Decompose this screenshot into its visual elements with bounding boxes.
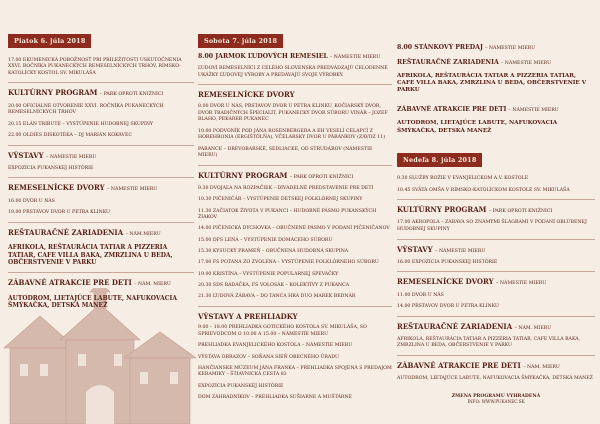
exhibition-item: HANČIANSKE MÚZEUM JÁNA FRANKA – PREHLIADKA SPOJENÁ S PREDAJOM KERAMIKY – ŠTIAVNICKÁ CESTA 83 — [198, 365, 392, 378]
section-kids-sat: ZÁBAVNÉ ATRAKCIE PRE DETI – NÁMESTIE MIERU — [397, 106, 559, 114]
program-item: 10.30 PIČENIČÁR – VYSTÚPENIE DETSKEJ FOLKLÓRNEJ SKUPINY — [198, 197, 363, 203]
program-item: 15.30 KYSUCKÝ PRAMEŇ – OBUČNENÁ HUDOBNÁ SKUPINA — [198, 248, 349, 254]
exhibition-item: VÝSTAVA OBRAZOV – SOŇANA SIEŇ OBECNÉHO ÚRADU — [198, 354, 339, 360]
craft-yards-10: 10.00 PODVONÍK POD JÁNA ROSENBERGERA A EH VESELÍ CELAPCÍ Z HOREHRONIA (ERGIŠTÔLŇA), VČELÁRSKY DVOR U PÁRÁNKOV (ZÁVOZ 11) — [198, 128, 386, 141]
info-url[interactable]: INFO: WWW.PUKANEC.SK — [467, 398, 525, 404]
restaurants-list: AFRIKOLA, REŠTAURÁCIA TATIAR A PIZZERIA TATIAR, CAFE VILLA BAKA, ZMRZLINA U BEDA, OBČERSTVENIE V PARKU — [8, 244, 173, 266]
section-exhibitions: VÝSTAVY – NÁMESTIE MIERU — [8, 150, 97, 160]
column-saturday-sunday — [397, 0, 595, 404]
column-saturday — [198, 0, 392, 406]
exhibition-item: 9.00 – 18.00 PREHLIADKA GOTICKÉHO KOSTOLA SV. MIKULÁŠA, SO SPRIEVODCOM O 10.00 A 15.00 – NÁMESTIE MIERU — [198, 325, 367, 337]
section-restaurants: REŠTAURAČNÉ ZARIADENIA – NÁM.MIERU — [8, 227, 161, 237]
program-item: 20.30 SDS RADAČKA, FS VOLOSÁK – KOLEKTÍVY Z PUKANCA — [198, 282, 350, 288]
program-item: 9.30 DVOJAĽA NA ROZPAČIEK – DIVADELNÉ PREDSTAVENIE PRE DETI — [198, 185, 374, 191]
event-fair: 8.00 JARMOK ĽUDOVÝCH REMESIEL – NÁMESTIE MIERU — [198, 53, 381, 60]
section-restaurants-sat: REŠTAURAČNÉ ZARIADENIA – NÁMESTIE MIERU — [397, 58, 552, 66]
exhibition-history-sun: 16.00 EXPOZÍCIA PUKANSKEJ HISTÓRIE — [397, 259, 498, 265]
craft-yards-parance: PÁRANCE – DREVOBARSKÉ, SEDLIACKE, OD STRUDÁROV (NÁMESTIE MIERU) — [198, 146, 373, 159]
section-exhibitions-sun: VÝSTAVY – NÁMESTIE MIERU — [397, 244, 486, 254]
program-change-note: ZMENA PROGRAMU VYHRADENÁ — [451, 393, 541, 399]
service-evangelical: 9.30 SLUŽBY BOŽIE V EVANJELICKOM A.V. KOSTOLE — [397, 176, 529, 182]
attractions-list: AUTODROM, LIETAJÚCE LABUTE, NAFUKOVACIA ŠMÝKAČKA, DETSKÁ MANEŽ — [8, 294, 177, 310]
section-kids-sun: ZÁBAVNÉ ATRAKCIE PRE DETI – NÁM. MIERU — [397, 361, 560, 371]
section-cultural-program: KULTÚRNY PROGRAM – PARK OPROTI KNIŽNICI — [8, 88, 164, 98]
program-akropola: 17.00 AKROPOLA – ZÁBAVA SO ZNÁMÝMI ŠLÁGRAMI V PODANÍ OBLÚBENEJ HUDOBNEJ SKUPINY — [397, 220, 587, 232]
section-craft-yards: REMESELNÍCKE DVORY – NÁMESTIE MIERU — [8, 183, 158, 193]
exhibition-history: EXPOZÍCIA PUKANSKEJ HISTÓRIE — [8, 165, 94, 171]
section-cultural-program-sat: KULTÚRNY PROGRAM – PARK OPROTI KNIŽNICI — [198, 170, 354, 180]
exhibition-item: PREHLIADKA EVANJELICKÉHO KOSTOLA – NÁMESTIE MIERU — [198, 343, 353, 349]
program-item: 21.30 ĽUDOVÁ ZÁBAVA – DO TANCA HRÁ DUO MAREK BEDNÁR — [198, 294, 356, 300]
section-kids-attractions: ZÁBAVNÉ ATRAKCIE PRE DETI – NÁM. MIERU — [8, 278, 171, 288]
program-item: 15.00 DFS LENA – VYSTÚPENIE DOMÁCEHO SÚBORU — [198, 237, 333, 243]
restaurants-list-sun: AFRIKOLA, REŠTAURÁCIA TATIAR A PIZZERIA TATIAR, CAFE VILLA BAKA, ZMRZLINA U BEDA, OBČERSTVENIE V PARKU — [397, 336, 581, 349]
program-item: 17.00 FS POTANA ZO ZVOLENA – VYSTÚPENIE FOLKLÓRNEHO SÚBORU — [198, 260, 379, 266]
attractions-list-sun: AUTODROM, LIETAJÚCE LABUTE, NAFUKOVACIA ŠMÝKAČKA, DETSKÁ MANEŽ — [397, 376, 593, 382]
program-item: 11.30 ZAČIATOK ŽIVOTA V PUKANCI – HUDOBNÉ PÁSMO PUKANSKÝCH ŽIAKOV — [198, 208, 377, 221]
exhibition-item: DOM ZÁHRADNÍKOV – PREHLIADKA SUŠIARNE A MUŠTÁRNE — [198, 394, 352, 400]
craft-yard-sun-2: 14.00 PŔSTAVOV DVOR U PETRA KLINKU — [397, 304, 500, 310]
section-craft-yards-sat: REMESELNÍCKE DVORY — [198, 90, 295, 100]
program-item: 19.00 KRISTÍNA – VYSTÚPENIE POPULÁRNEJ SPEVÁČKY — [198, 271, 339, 277]
column-friday — [8, 0, 194, 316]
exhibition-item: EXPOZÍCIA PUKANSKEJ HISTÓRIE — [198, 383, 284, 389]
event-oldies: 22.00 OLDIES DISKOTÉKA – DJ MARIÁN KOKAVEC — [8, 132, 132, 138]
section-exhibitions-tours: VÝSTAVY A PREHLIADKY — [198, 311, 298, 321]
restaurants-list-sat: AFRIKOLA, REŠTAURÁCIA TATIAR A PIZZERIA TATIAR, CAFE VILLA BAKA, ZMRZLINA U BEDA, OBČERSTVENIE V PARKU — [397, 72, 587, 94]
event-fair-text: ĽUDOVÍ REMESELNÍCI Z CELÉHO SLOVENSKA PREDVÁDZAJÚ CELODENNÉ UKÁŽKY ĽUDOVEJ VÝROBY A PREDÁVAJÚ SVOJE VÝROBKY. — [198, 66, 388, 78]
event-stalls: 8.00 STÁNKOVÝ PREDAJ – NÁMESTIE MIERU — [397, 44, 536, 51]
section-restaurants-sun: REŠTAURAČNÉ ZARIADENIA – NÁM. MIERU — [397, 321, 552, 331]
section-cultural-program-sun: KULTÚRNY PROGRAM – PARK OPROTI KNIŽNICI — [397, 205, 553, 215]
program-item: 14.00 PIČENICKÁ DYCHOVKA – OBUČNENÉ PÁSMO V PODANÍ PIČENIČANOV — [198, 226, 390, 232]
craft-yard-1: 16.00 DVOR U NÁS — [8, 198, 55, 204]
day-heading-friday: Piatok 6. júla 2018 — [8, 34, 91, 48]
craft-yard-2: 19.00 PŔSTAVOV DVOR U PETRA KLINKU — [8, 209, 111, 215]
day-heading-saturday: Sobota 7. júla 2018 — [198, 34, 283, 48]
event-opening: 20.00 OFICIÁLNE OTVORENIE XXVI. ROČNÍKA PUKANECKÝCH REMESELNÍCKYCH TRHOV — [8, 103, 164, 116]
attractions-list-sat: AUTODROM, LIETAJÚCE LABUTE, NAFUKOVACIA ŠMÝKAČKA, DETSKÁ MANEŽ — [397, 120, 558, 134]
craft-yard-sun-1: 11.00 DVOR U NÁS — [397, 292, 444, 298]
event-ecumenical: 17.00 EKUMENICKÁ POBOŽNOSŤ PRI PRÍLEŽITOSTI USKUTOČNENIA XXVI. ROČNÍKA PUKANECKÝCH REMESELNÍCKYCH TRHOV, RÍMSKO-KATOLÍCKY KOSTOL SV. MIKULÁŠA — [8, 57, 182, 76]
event-elan: 20.15 ELÁN TRIBUTE – VYSTÚPENIE HUDOBNEJ SKUPINY — [8, 121, 154, 127]
day-heading-sunday: Nedeľa 8. júla 2018 — [397, 153, 482, 167]
craft-yards-morning: 8.00 DVOR U NÁS, PŔSTAVOV DVOR U PETRA KLINKU, KOČIARSKÝ DVOR, DVOR TRADIČNÝCH ŠPECIALÍT, PUKANECKÝ DVOR SÚBORU VINÁR – JOZEF BLAHO, PEKÁRER PUKANEC — [198, 104, 388, 123]
section-craft-yards-sun: REMESELNÍCKE DVORY – NÁMESTIE MIERU — [397, 277, 547, 287]
service-catholic: 10.45 SVÄTÁ OMŠA V RÍMSKO-KATOLÍCKOM KOSTOLE SV. MIKULÁŠA — [397, 187, 570, 193]
